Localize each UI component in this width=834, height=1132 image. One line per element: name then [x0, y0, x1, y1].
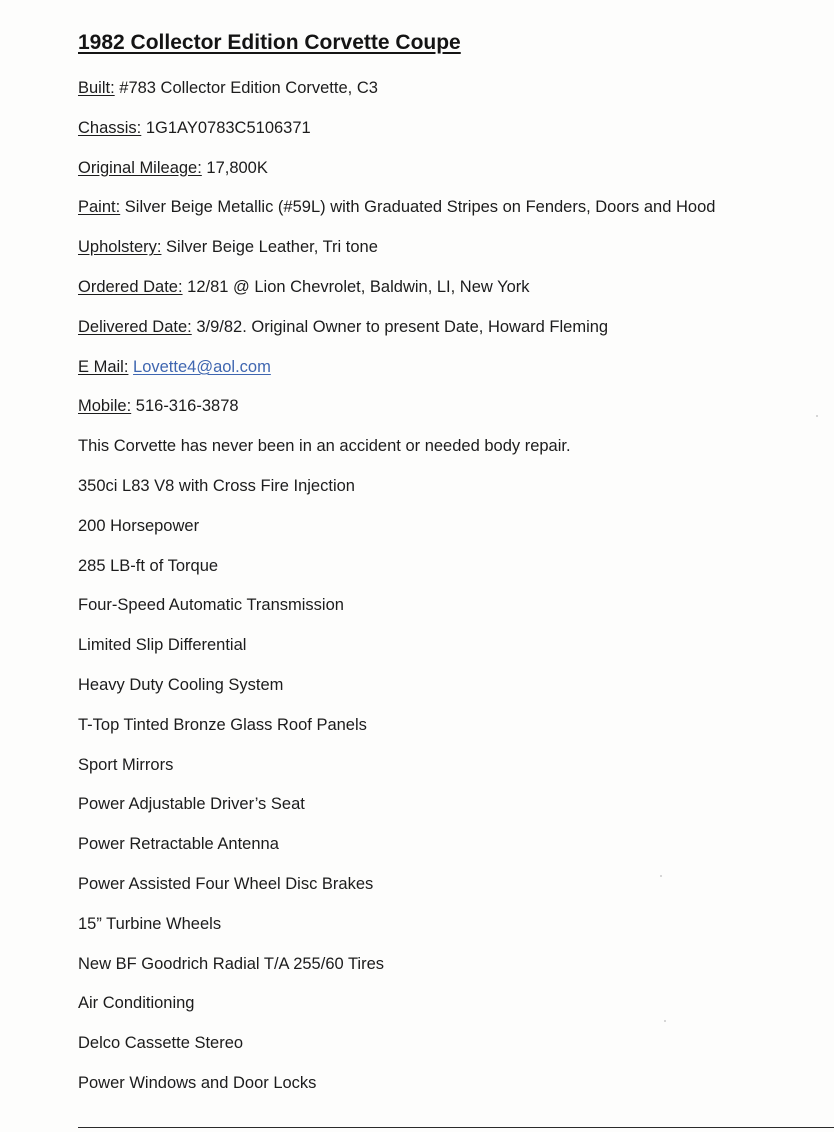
detail-value: Silver Beige Metallic (#59L) with Graduated Stripes on Fenders, Doors and Hood — [120, 198, 716, 217]
detail-value: 17,800K — [201, 158, 268, 177]
detail-value: 12/81 @ Lion Chevrolet, Baldwin, LI, New York — [182, 277, 530, 296]
bottom-rule — [78, 1127, 834, 1128]
detail-label: Built: — [78, 79, 115, 97]
detail-paint — [78, 195, 715, 235]
feature-item: This Corvette has never been in an accident or needed body repair. — [78, 437, 571, 456]
detail-label: Ordered Date: — [78, 277, 183, 296]
feature-item: Four-Speed Automatic Transmission — [78, 596, 344, 615]
feature-item: T-Top Tinted Bronze Glass Roof Panels — [78, 715, 367, 734]
detail-delivered-date — [78, 315, 715, 355]
feature-item: Sport Mirrors — [78, 755, 174, 774]
feature-item: Heavy Duty Cooling System — [78, 675, 284, 694]
feature-item: Limited Slip Differential — [78, 636, 247, 655]
feature-item: Power Retractable Antenna — [78, 835, 279, 854]
detail-value: 516-316-3878 — [131, 397, 239, 416]
detail-ordered-date — [78, 275, 715, 315]
feature-item: 15” Turbine Wheels — [78, 914, 222, 933]
detail-label: Delivered Date: — [78, 317, 192, 336]
spec-list — [78, 76, 715, 1111]
detail-label: Upholstery: — [78, 238, 162, 257]
feature-item: 200 Horsepower — [78, 516, 200, 535]
detail-upholstery — [78, 235, 715, 275]
document-title: 1982 Collector Edition Corvette Coupe — [78, 31, 461, 54]
feature-item: New BF Goodrich Radial T/A 255/60 Tires — [78, 954, 385, 973]
detail-label: Paint: — [78, 198, 121, 217]
detail-value: #783 Collector Edition Corvette, C3 — [114, 79, 378, 97]
feature-item: Power Assisted Four Wheel Disc Brakes — [78, 874, 374, 893]
detail-chassis — [78, 116, 715, 156]
feature-item: Air Conditioning — [78, 994, 195, 1013]
detail-label: Mobile: — [78, 397, 132, 416]
detail-label: Chassis: — [78, 118, 142, 137]
feature-item: 350ci L83 V8 with Cross Fire Injection — [78, 476, 355, 495]
detail-label: Original Mileage: — [78, 158, 202, 177]
feature-item: Power Windows and Door Locks — [78, 1073, 317, 1092]
paper-speck — [816, 415, 818, 417]
detail-mobile — [78, 394, 715, 434]
detail-mileage — [78, 156, 715, 196]
detail-label: E Mail: — [78, 357, 129, 376]
detail-value: 3/9/82. Original Owner to present Date, Howard Fleming — [191, 317, 609, 336]
feature-item: Power Adjustable Driver’s Seat — [78, 795, 305, 814]
email-link[interactable]: Lovette4@aol.com — [133, 357, 271, 376]
detail-value: 1G1AY0783C5106371 — [141, 118, 311, 137]
detail-email — [78, 355, 715, 395]
feature-item: 285 LB-ft of Torque — [78, 556, 219, 575]
paper-speck — [660, 875, 662, 877]
detail-value: Silver Beige Leather, Tri tone — [161, 238, 378, 257]
feature-item: Delco Cassette Stereo — [78, 1034, 244, 1053]
paper-speck — [664, 1020, 666, 1022]
detail-built — [78, 76, 715, 116]
